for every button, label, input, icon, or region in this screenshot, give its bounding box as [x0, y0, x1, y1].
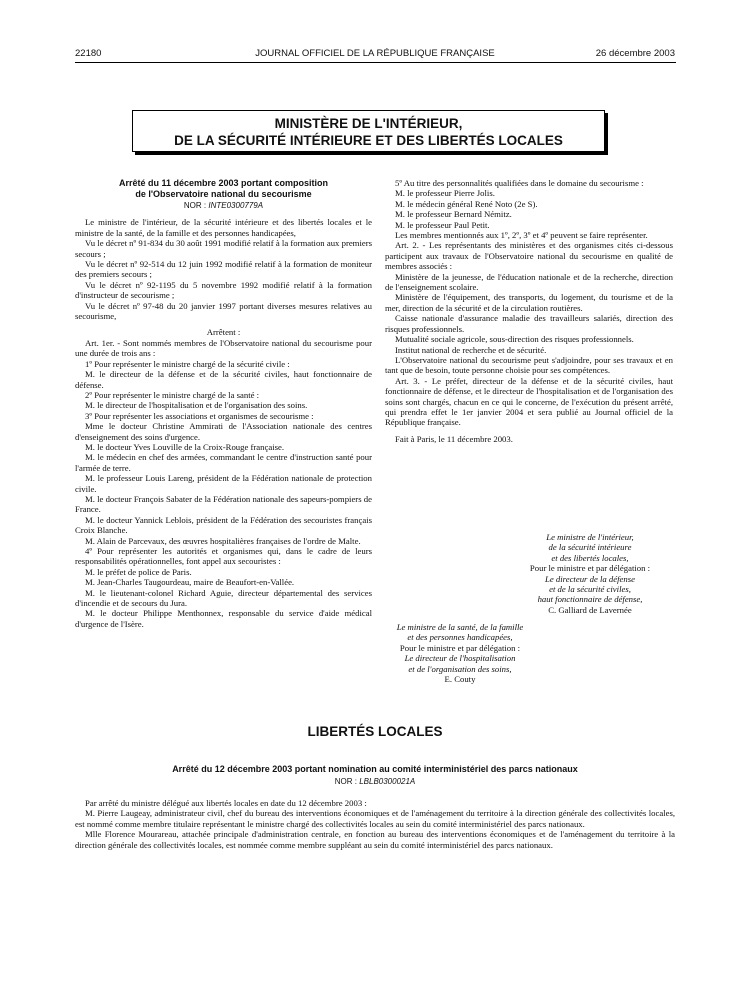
nor-label: NOR : — [334, 777, 357, 786]
journal-title: JOURNAL OFFICIEL DE LA RÉPUBLIQUE FRANÇAISE — [255, 48, 495, 59]
paragraph: M. le professeur Bernard Némitz. — [395, 209, 512, 220]
paragraph: Vu le décret nº 92-1195 du 5 novembre 1992 modifié relatif à la formation d'instructeur de secourisme ; — [75, 279, 372, 301]
signatory-name: C. Galliard de Lavernée — [548, 604, 632, 615]
paragraph: M. le docteur François Sabater de la Fédération nationale des sapeurs-pompiers de France. — [75, 493, 372, 515]
header-rule — [75, 62, 676, 63]
paragraph: M. Jean-Charles Taugourdeau, maire de Beaufort-en-Vallée. — [85, 577, 295, 588]
paragraph: L'Observatoire national du secourisme peut s'adjoindre, pour ses travaux et en tant que de besoin, toute personne choisie pour ses compétences. — [385, 354, 673, 376]
paragraph: Par arrêté du ministre délégué aux libertés locales en date du 12 décembre 2003 : — [85, 798, 367, 808]
page-number: 22180 — [75, 48, 102, 59]
paragraph: M. Alain de Parcevaux, des œuvres hospitalières françaises de l'ordre de Malte. — [85, 535, 361, 546]
arrete1-nor — [75, 201, 372, 211]
paragraph: Art. 1er. - Sont nommés membres de l'Observatoire national du secourisme pour une durée de trois ans : — [75, 337, 372, 359]
paragraph: M. le professeur Paul Petit. — [395, 219, 490, 230]
ministry-line-1: MINISTÈRE DE L'INTÉRIEUR, — [274, 116, 463, 131]
sig-line: Le ministre de l'intérieur, — [546, 532, 634, 542]
ministry-banner — [132, 110, 605, 152]
sig-line: et de l'organisation des soins, — [408, 663, 512, 674]
paragraph: M. le préfet de police de Paris. — [85, 566, 192, 577]
arrete2-title: Arrêté du 12 décembre 2003 portant nomination au comité interministériel des parcs nationaux — [172, 764, 578, 774]
nor-code: INTE0300779A — [208, 201, 264, 210]
arretent: Arrêtent : — [206, 327, 241, 338]
nor-code: LBLB0300021A — [359, 777, 416, 786]
paragraph: 1º Pour représenter le ministre chargé de la sécurité civile : — [85, 358, 290, 369]
paragraph: Art. 3. - Le préfet, directeur de la défense et de la sécurité civiles, haut fonctionnaire de défense, et le directeur de l'hospitalisation et de l'organisation des soins sont chargés, chacun en ce qui le concerne, de l'exécution du présent arrêté, qui prendra effet le 1er janvier 2004 et sera publié au Journal officiel de la République française. — [385, 375, 673, 428]
sig-line: haut fonctionnaire de défense, — [537, 594, 643, 605]
section-title: LIBERTÉS LOCALES — [307, 724, 443, 739]
signature-block-interior — [505, 532, 675, 615]
paragraph: M. le docteur Yannick Leblois, président de la Fédération des secouristes français Croix Blanche. — [75, 514, 372, 536]
paragraph: Caisse nationale d'assurance maladie des travailleurs salariés, direction des risques professionnels. — [385, 313, 673, 334]
paragraph: M. le directeur de l'hospitalisation et de l'organisation des soins. — [85, 400, 308, 411]
sig-line: de la sécurité intérieure — [548, 542, 632, 553]
sig-line: Pour le ministre et par délégation : — [529, 563, 651, 574]
arrete2-nor — [75, 777, 675, 786]
arrete1-title-2: de l'Observatoire national du secourisme — [135, 188, 312, 199]
signature-block-health — [385, 622, 535, 684]
issue-date: 26 décembre 2003 — [595, 48, 675, 59]
paragraph: 2º Pour représenter le ministre chargé de la santé : — [85, 389, 260, 400]
paragraph: 3º Pour représenter les associations et organismes de secourisme : — [85, 410, 314, 421]
column-right — [385, 178, 673, 444]
column-left — [75, 178, 372, 629]
ministry-line-2: DE LA SÉCURITÉ INTÉRIEURE ET DES LIBERTÉS LOCALES — [174, 133, 563, 148]
nor-label: NOR : — [183, 201, 207, 210]
paragraph: Mme le docteur Christine Ammirati de l'Association nationale des centres d'enseignement des soins d'urgence. — [75, 421, 372, 442]
paragraph: M. le médecin général René Noto (2e S). — [395, 198, 538, 209]
paragraph: Ministère de la jeunesse, de l'éducation nationale et de la recherche, direction de l'enseignement scolaire. — [385, 271, 673, 293]
arrete1-title-1: Arrêté du 11 décembre 2003 portant composition — [118, 178, 329, 188]
paragraph: Mutualité sociale agricole, sous-direction des risques professionnels. — [395, 334, 634, 345]
arrete2-body — [75, 798, 675, 850]
sig-line: et de la sécurité civiles, — [549, 584, 631, 595]
paragraph: Les membres mentionnés aux 1º, 2º, 3º et 4º peuvent se faire représenter. — [395, 230, 648, 241]
sig-line: et des libertés locales, — [551, 552, 629, 563]
fait-a-paris: Fait à Paris, le 11 décembre 2003. — [395, 433, 513, 444]
paragraph: M. le docteur Yves Louville de la Croix-Rouge française. — [85, 441, 285, 452]
sig-line: Le ministre de la santé, de la famille — [396, 622, 524, 632]
signatory-name: E. Couty — [444, 674, 476, 685]
paragraph: 4º Pour représenter les autorités et organismes qui, dans le cadre de leurs responsabilités opérationnelles, font appel aux secouristes : — [75, 546, 372, 567]
paragraph: Vu le décret nº 91-834 du 30 août 1991 modifié relatif à la formation aux premiers secours ; — [75, 238, 372, 259]
paragraph: M. le professeur Pierre Jolis. — [395, 188, 495, 199]
sig-line: et des personnes handicapées, — [407, 632, 513, 643]
paragraph: Mlle Florence Mourareau, attachée principale d'administration centrale, en fonction au bureau des interventions économiques et de l'aménagement du territoire à la direction générale des collectivités locales, est nommée comme membre suppléant au sein du comité interministériel des parcs nationaux. — [75, 829, 675, 850]
paragraph: M. le médecin en chef des armées, commandant le centre d'instruction santé pour l'armée de terre. — [75, 452, 372, 473]
paragraph: M. Pierre Laugeay, administrateur civil, chef du bureau des interventions économiques et de l'aménagement du territoire à la direction générale des collectivités locales, est nommé comme membre titulaire représentant le ministre chargé des collectivités locales au sein du comité interministériel des parcs nationaux. — [75, 808, 675, 829]
paragraph: M. le lieutenant-colonel Richard Aguie, directeur départemental des services d'incendie et de secours du Jura. — [75, 587, 372, 609]
paragraph: Le ministre de l'intérieur, de la sécurité intérieure et des libertés locales et le ministre de la santé, de la famille et des personnes handicapées, — [75, 217, 372, 238]
sig-line: Le directeur de la défense — [545, 573, 635, 584]
paragraph: Art. 2. - Les représentants des ministères et des organismes cités ci-dessous participent aux travaux de l'Observatoire national du secourisme en qualité de membres associés : — [385, 240, 673, 272]
paragraph: M. le docteur Philippe Menthonnex, responsable du service d'aide médical d'urgence de l'Isère. — [75, 608, 372, 629]
paragraph: 5º Au titre des personnalités qualifiées dans le domaine du secourisme : — [395, 178, 644, 188]
page-header — [75, 48, 675, 60]
sig-line: Le directeur de l'hospitalisation — [404, 653, 516, 664]
paragraph: Vu le décret nº 97-48 du 20 janvier 1997 portant diverses mesures relatives au secourisme, — [75, 300, 372, 322]
paragraph: Institut national de recherche et de sécurité. — [395, 344, 547, 355]
paragraph: Ministère de l'équipement, des transports, du logement, du tourisme et de la mer, direction de la sécurité et de la circulation routières. — [385, 292, 673, 313]
paragraph: M. le professeur Louis Lareng, président de la Fédération nationale de protection civile. — [75, 473, 372, 494]
paragraph: M. le directeur de la défense et de la sécurité civiles, haut fonctionnaire de défense. — [75, 369, 372, 390]
paragraph: Vu le décret nº 92-514 du 12 juin 1992 modifié relatif à la formation de moniteur des premiers secours ; — [75, 259, 372, 280]
sig-line: Pour le ministre et par délégation : — [399, 642, 521, 653]
